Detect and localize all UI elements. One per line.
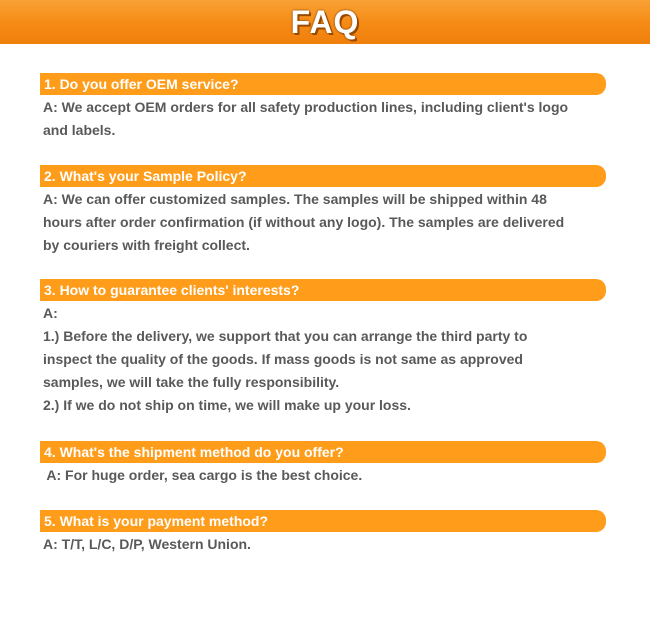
faq-answer-line: A: T/T, L/C, D/P, Western Union. [43,536,251,552]
faq-question-bar [40,510,606,532]
faq-item-5 [40,510,606,556]
faq-question: 2. What's your Sample Policy? [44,168,247,184]
faq-answer-line: A: We can offer customized samples. The samples will be shipped within 48 [43,191,547,207]
faq-item-1 [40,73,606,142]
faq-question-bar [40,279,606,301]
faq-item-2 [40,165,606,257]
faq-answer-line: 1.) Before the delivery, we support that you can arrange the third party to [43,328,528,344]
faq-answer-line: A: [43,305,58,321]
faq-answer-line: 2.) If we do not ship on time, we will make up your loss. [43,397,411,413]
faq-answer-line: by couriers with freight collect. [43,237,250,253]
faq-question-bar [40,165,606,187]
faq-answer-line: samples, we will take the fully responsibility. [43,374,340,390]
faq-question-bar [40,441,606,463]
faq-answer-line: and labels. [43,122,116,138]
faq-answer-line: A: We accept OEM orders for all safety production lines, including client's logo [43,99,569,115]
faq-banner [0,0,650,44]
faq-answer-line: hours after order confirmation (if without any logo). The samples are delivered [43,214,565,230]
faq-question-bar [40,73,606,95]
faq-title: FAQ [290,4,360,40]
faq-item-3 [40,279,606,417]
faq-answer-line: A: For huge order, sea cargo is the best choice. [43,467,363,483]
faq-question: 1. Do you offer OEM service? [44,76,239,92]
faq-question: 3. How to guarantee clients' interests? [44,282,300,298]
faq-answer-line: inspect the quality of the goods. If mass goods is not same as approved [43,351,523,367]
faq-item-4 [40,441,606,487]
faq-question: 4. What's the shipment method do you offer? [44,444,344,460]
faq-question: 5. What is your payment method? [44,513,269,529]
